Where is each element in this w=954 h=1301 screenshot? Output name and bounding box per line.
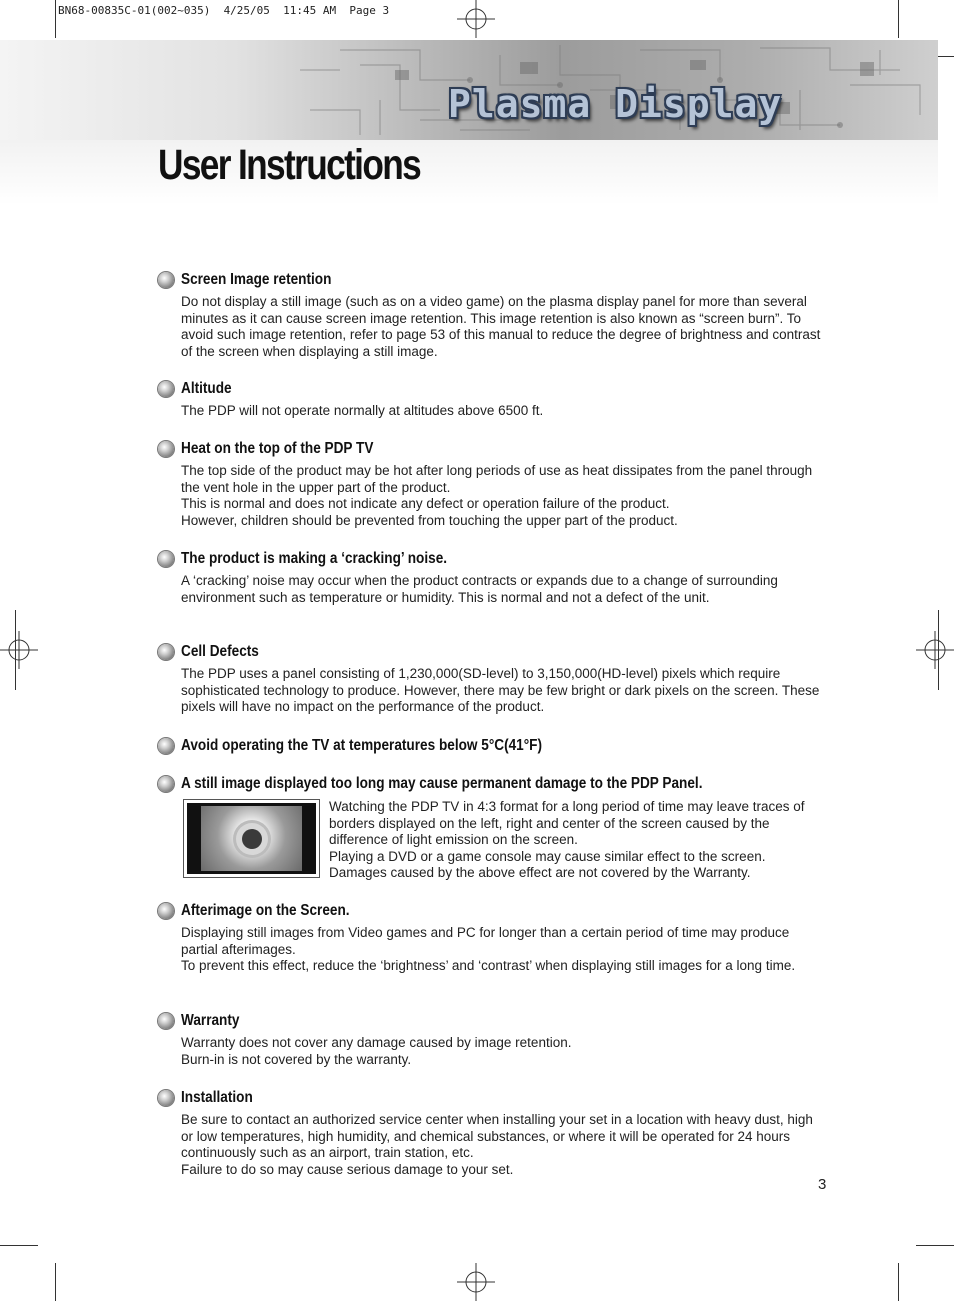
section-paragraph: The PDP will not operate normally at altitudes above 6500 ft. — [181, 403, 544, 418]
section-paragraph: To prevent this effect, reduce the ‘brightness’ and ‘contrast’ when displaying still images for a long time. — [181, 958, 796, 973]
section-title: The product is making a ‘cracking’ noise. — [181, 550, 448, 567]
section-paragraph: A ‘cracking’ noise may occur when the product contracts or expands due to a change of surrounding environment such as temperature or humidity. This is normal and not a defect of the unit. — [181, 573, 778, 605]
section-paragraph: This is normal and does not indicate any defect or operation failure of the product. — [181, 496, 670, 511]
section-warranty — [158, 1011, 828, 1068]
section-afterimage — [158, 901, 828, 975]
bullet-icon — [158, 551, 174, 567]
flower-icon — [242, 829, 262, 849]
page-number: 3 — [818, 1176, 827, 1193]
section-paragraph: Burn-in is not covered by the warranty. — [181, 1051, 412, 1067]
crop-mark — [898, 1263, 899, 1301]
section-paragraph: Do not display a still image (such as on a video game) on the plasma display panel for more than several minutes as it can cause screen image retention. This image retention is also known as “screen burn”. To avoid such image retention, refer to page 53 of this manual to reduce the degree of brightness and contrast of the screen when displaying a still image. — [181, 294, 821, 359]
section-paragraph: However, children should be prevented from touching the upper part of the product. — [181, 512, 678, 528]
section-title: Installation — [181, 1089, 253, 1106]
bullet-icon — [158, 1090, 174, 1106]
crop-mark — [55, 1263, 56, 1301]
section-cell-defects — [158, 642, 828, 716]
tv-image — [183, 799, 320, 878]
section-paragraph: The top side of the product may be hot after long periods of use as heat dissipates from the panel through the vent hole in the upper part of the product. — [181, 463, 813, 495]
section-paragraph: Watching the PDP TV in 4:3 format for a long period of time may leave traces of borders displayed on the left, right and center of the screen caused by the difference of light emission on the screen. — [329, 799, 805, 847]
section-screen-image-retention — [158, 270, 828, 360]
header-fade — [0, 140, 938, 205]
crop-mark — [916, 1245, 954, 1246]
section-cracking-noise — [158, 549, 828, 606]
crop-mark — [55, 0, 56, 38]
section-paragraph: Damages caused by the above effect are not covered by the Warranty. — [329, 865, 751, 880]
section-altitude — [158, 379, 828, 420]
crop-mark — [938, 610, 939, 690]
bullet-icon — [158, 272, 174, 288]
bullet-icon — [158, 381, 174, 397]
bullet-icon — [158, 776, 174, 792]
section-title: A still image displayed too long may cause permanent damage to the PDP Panel. — [181, 775, 703, 792]
section-paragraph: Warranty does not cover any damage caused by image retention. — [181, 1035, 572, 1050]
section-paragraph: Failure to do so may cause serious damage to your set. — [181, 1161, 514, 1177]
header-banner — [0, 40, 938, 140]
section-paragraph: Be sure to contact an authorized service center when installing your set in a location with heavy dust, high or low temperatures, high humidity, and chemical substances, or where it will be operated for 24 hours continuously such as an airport, train station, etc. — [181, 1112, 813, 1160]
bullet-icon — [158, 644, 174, 660]
print-slug: BN68-00835C-01(002~035) 4/25/05 11:45 AM Page 3 — [58, 4, 390, 17]
section-title: Cell Defects — [181, 643, 259, 660]
registration-mark-icon — [457, 1263, 495, 1301]
bullet-icon — [158, 1013, 174, 1029]
registration-mark-icon — [0, 631, 38, 669]
section-title: Heat on the top of the PDP TV — [181, 440, 374, 457]
section-temperature — [158, 736, 828, 756]
section-title: Avoid operating the TV at temperatures below 5°C(41°F) — [181, 737, 543, 754]
registration-mark-icon — [457, 0, 495, 38]
section-title: Warranty — [181, 1012, 240, 1029]
crop-mark — [898, 0, 899, 38]
banner-title: Plasma Display — [448, 82, 783, 126]
bullet-icon — [158, 903, 174, 919]
section-title: Screen Image retention — [181, 271, 332, 288]
registration-mark-icon — [916, 631, 954, 669]
section-title: Altitude — [181, 380, 232, 397]
section-title: Afterimage on the Screen. — [181, 902, 350, 919]
bullet-icon — [158, 441, 174, 457]
page-title: User Instructions — [158, 141, 421, 189]
crop-mark — [15, 610, 16, 690]
crop-mark — [0, 1245, 38, 1246]
section-still-image-damage — [158, 774, 828, 882]
section-paragraph: Displaying still images from Video games and PC for longer than a certain period of time may produce partial afterimages. — [181, 925, 790, 957]
section-paragraph: The PDP uses a panel consisting of 1,230,000(SD-level) to 3,150,000(HD-level) pixels which require sophisticated technology to produce. However, there may be few bright or dark pixels on the screen. These pixels will have no impact on the performance of the product. — [181, 666, 820, 714]
section-paragraph: Playing a DVD or a game console may cause similar effect to the screen. — [329, 848, 766, 864]
section-heat-on-top — [158, 439, 828, 529]
section-installation — [158, 1088, 828, 1178]
bullet-icon — [158, 738, 174, 754]
